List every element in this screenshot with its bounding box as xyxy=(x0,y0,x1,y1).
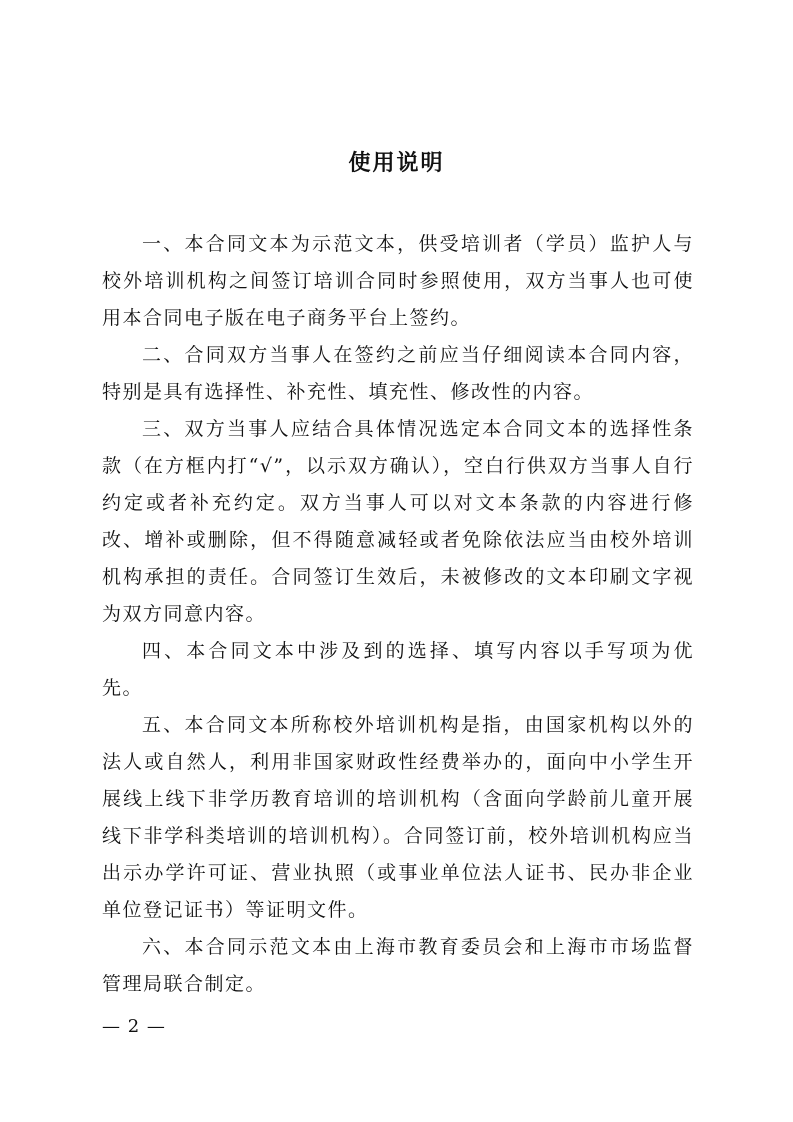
instruction-paragraph-6: 六、本合同示范文本由上海市教育委员会和上海市市场监督管理局联合制定。 xyxy=(102,936,694,995)
instruction-paragraph-2: 二、合同双方当事人在签约之前应当仔细阅读本合同内容，特别是具有选择性、补充性、填充性、修改性的内容。 xyxy=(102,344,694,403)
page-number: — 2 — xyxy=(102,1016,166,1037)
instruction-paragraph-5: 五、本合同文本所称校外培训机构是指，由国家机构以外的法人或自然人，利用非国家财政性经费举办的，面向中小学生开展线上线下非学历教育培训的培训机构（含面向学龄前儿童开展线下非学科类培训的培训机构）。合同签订前，校外培训机构应当出示办学许可证、营业执照（或事业单位法人证书、民办非企业单位登记证书）等证明文件。 xyxy=(102,714,694,921)
instruction-paragraph-4: 四、本合同文本中涉及到的选择、填写内容以手写项为优先。 xyxy=(102,640,694,699)
instruction-paragraph-1: 一、本合同文本为示范文本，供受培训者（学员）监护人与校外培训机构之间签订培训合同时参照使用，双方当事人也可使用本合同电子版在电子商务平台上签约。 xyxy=(102,233,694,329)
instructions-body xyxy=(102,226,694,1003)
page-title: 使用说明 xyxy=(348,151,445,176)
instruction-paragraph-3: 三、双方当事人应结合具体情况选定本合同文本的选择性条款（在方框内打“√”，以示双方确认），空白行供双方当事人自行约定或者补充约定。双方当事人可以对文本条款的内容进行修改、增补或删除，但不得随意减轻或者免除依法应当由校外培训机构承担的责任。合同签订生效后，未被修改的文本印刷文字视为双方同意内容。 xyxy=(102,418,694,625)
